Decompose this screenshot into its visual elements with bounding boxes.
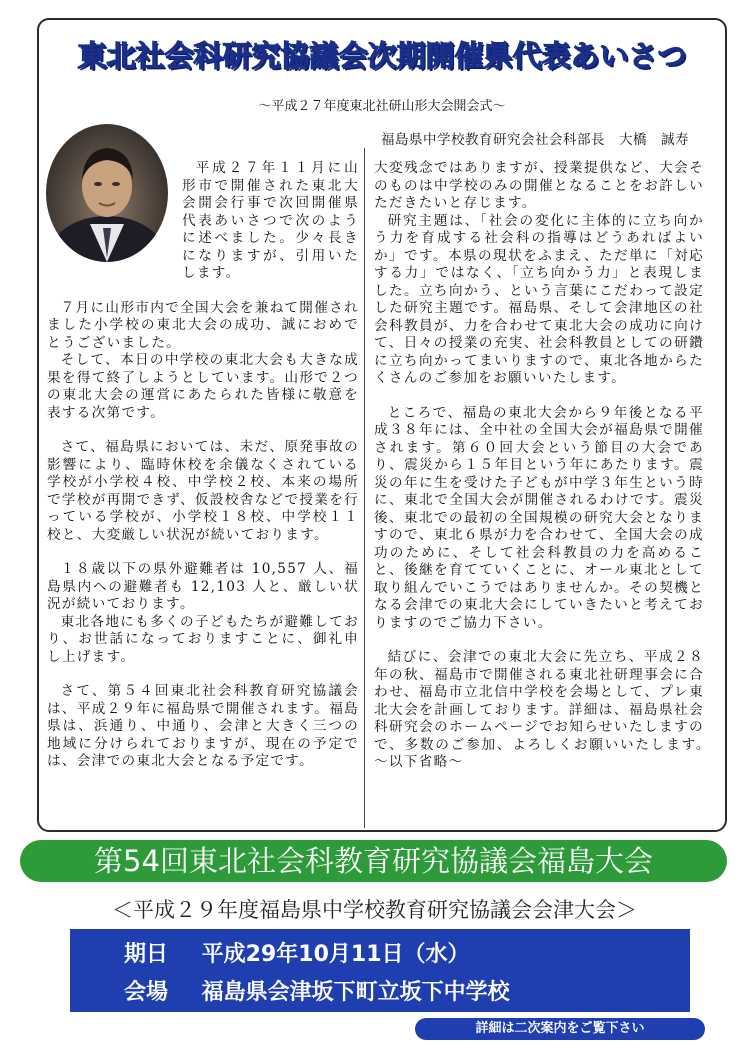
article-paragraph: さて、第５４回東北社会科教育研究協議会は、平成２９年に福島県で開催されます。福島県は、浜通り、中通り、会津と大きく三つの地域に分けられておりますが、現在の予定では、会津での東北大会となる予定です。 [47, 683, 359, 769]
date-label: 期日 [124, 942, 169, 967]
date-value: 平成29年10月11日（水） [201, 942, 470, 967]
details-link[interactable]: 詳細は二次案内をご覧下さい [415, 1018, 705, 1040]
article-right-column [374, 160, 719, 789]
event-info-box [70, 929, 690, 1012]
event-subbanner: ＜平成２９年度福島県中学校教育研究協議会会津大会＞ [112, 898, 637, 922]
column-divider [364, 148, 365, 828]
article-paragraph: さて、福島県においては、未だ、原発事故の影響により、臨時休校を余儀なくされている学校が小学校４校、中学校２校、本来の場所で学校が再開できず、仮設校舎などで授業を行っている学校が、小学校１８校、中学校１１校と、大変厳しい状況が続いております。 [47, 439, 359, 543]
article-frame [37, 18, 727, 832]
article-subtitle: ～平成２７年度東北社研山形大会開会式～ [258, 99, 506, 114]
venue-value: 福島県会津坂下町立坂下中学校 [201, 980, 510, 1005]
article-paragraph: 大変残念ではありますが、授業提供など、大会そのものは中学校のみの開催となることをお許しいただきたいと存じます。 [374, 160, 704, 211]
event-banner: 第54回東北社会科教育研究協議会福島大会 [20, 840, 727, 882]
article-paragraph: 研究主題は、「社会の変化に主体的に立ち向かう力を育成する社会科の指導はどうあればよいか」です。本県の現状をふまえ、ただ単に「対応する力」ではなく、「立ち向かう力」と表現しました。立ち向かう、という言葉にこだわって設定した研究主題です。福島県、そして会津地区の社会科教員が、力を合わせて東北大会の成功に向けて、日々の授業の充実、社会科教員としての研鑽に立ち向かってまいりますので、東北各地からたくさんのご参加をお願いいたします。 [374, 212, 704, 386]
article-left-column [47, 160, 359, 788]
article-paragraph: 結びに、会津での東北大会に先立ち、平成２８年の秋、福島市で開催される東北社研理事会に合わせ、福島市立北信中学校を会場として、プレ東北大会を計画しております。詳細は、福島県社会科研究会のホームページでお知らせいたしますので、多数のご参加、よろしくお願いいたします。 ～以下省略～ [374, 649, 719, 770]
event-date-row [124, 937, 470, 968]
article-author: 福島県中学校教育研究会社会科部長 大橋 誠寿 [381, 132, 689, 148]
article-title: 東北社会科研究協議会次期開催県代表あいさつ [77, 39, 687, 73]
venue-label: 会場 [124, 980, 169, 1005]
article-paragraph: 東北各地にも多くの子どもたちが避難しており、お世話になっておりますことに、御礼申し上げます。 [47, 613, 359, 665]
article-paragraph: 平成２７年１１月に山形市で開催された東北大会開会行事で次回開催県代表あいさつで次のように述べました。少々長きになりますが、引用いたします。 [182, 160, 359, 281]
event-venue-row [124, 975, 510, 1006]
article-paragraph: ところで、福島の東北大会から９年後となる平成３８年には、全中社の全国大会が福島県で開催されます。第６０回大会という節目の大会であり、震災から１５年目という年にあたります。震災の年に生を受けた子どもが中学３年生という時に、東北で全国大会が開催されるわけです。震災後、東北での最初の全国規模の研究大会となりますので、東北６県が力を合わせて、全国大会の成功のために、そして社会科教員の力を高めること、後継を育てていくことに、オール東北として取り組んでいこうではありませんか。その契機となる会津での東北大会にしていきたいと考えておりますのでご協力下さい。 [374, 404, 704, 631]
article-paragraph: ７月に山形市内で全国大会を兼ねて開催されました小学校の東北大会の成功、誠におめでとうございました。 [47, 299, 359, 351]
article-paragraph: １８歳以下の県外避難者は 10,557 人、福島県内への避難者も 12,103 人と、厳しい状況が続いております。 [47, 561, 359, 612]
article-paragraph: そして、本日の中学校の東北大会も大きな成果を得て終了しようとしています。山形で２つの東北大会の運営にあたられた皆様に敬意を表する次第です。 [47, 352, 359, 421]
